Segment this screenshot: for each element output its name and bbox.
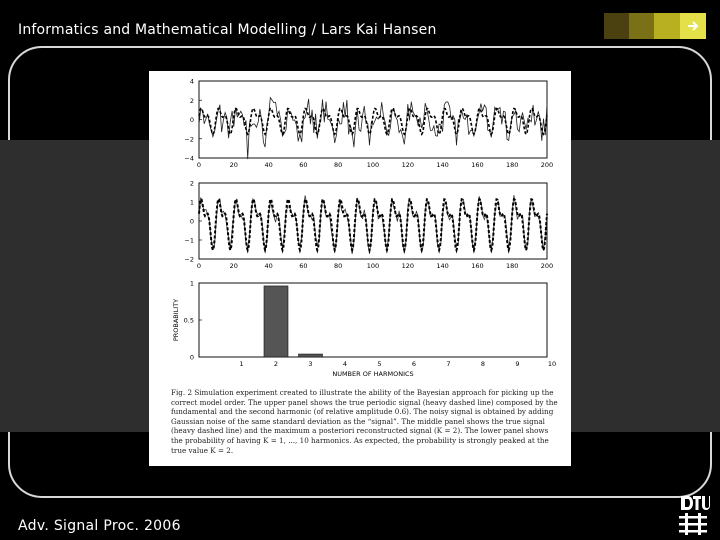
x-tick-label: 100 [366, 262, 380, 270]
arrow-right-icon [684, 17, 702, 35]
x-tick-label: 120 [401, 262, 415, 270]
x-tick-label: 180 [505, 262, 519, 270]
panel-noisy-signal [184, 78, 553, 170]
nav-square-1[interactable] [604, 13, 630, 39]
bar [264, 286, 288, 357]
nav-square-3[interactable] [654, 13, 680, 39]
panel-probability [172, 280, 556, 379]
x-tick-label: 60 [299, 161, 308, 169]
y-tick-label: 0.5 [183, 316, 194, 325]
x-axis-label: NUMBER OF HARMONICS [332, 370, 414, 378]
x-tick-label: 10 [547, 360, 557, 368]
x-tick-label: 40 [264, 262, 273, 270]
x-tick-label: 140 [436, 161, 449, 169]
true-signal-dashed-line [199, 199, 547, 250]
y-tick-label: 1 [189, 279, 194, 288]
x-tick-label: 140 [436, 262, 449, 270]
x-tick-label: 60 [299, 262, 308, 270]
x-tick-label: 80 [334, 161, 343, 169]
x-tick-label: 0 [196, 161, 202, 169]
figure-caption: Fig. 2 Simulation experiment created to illustrate the ability of the Bayesian approach for picking up the correct model order. The upper panel shows the true periodic signal (heavy dashed line) composed by the fundamental and the second harmonic (of relative amplitude 0.6). The noisy signal is obtained by adding Gaussian noise of the same standard deviation as the “signal”. The middle panel shows the true signal (heavy dashed line) and the maximum a posteriori reconstructed signal (K = 2). The lower panel shows the probability of having K = 1, ..., 10 harmonics. As expected, the probability is strongly peaked at the true value K = 2. [171, 388, 558, 455]
x-tick-label: 9 [515, 360, 520, 368]
y-tick-label: 0 [189, 217, 194, 226]
x-tick-label: 0 [196, 262, 202, 270]
nav-square-2[interactable] [629, 13, 655, 39]
x-tick-label: 6 [411, 360, 417, 368]
x-tick-label: 40 [264, 161, 273, 169]
x-tick-label: 20 [229, 161, 238, 169]
footer-text: Adv. Signal Proc. 2006 [18, 518, 181, 534]
x-tick-label: 160 [471, 161, 484, 169]
y-tick-label: 4 [189, 77, 194, 86]
y-tick-label: −1 [184, 236, 194, 245]
x-tick-label: 2 [273, 360, 279, 368]
x-tick-label: 5 [377, 360, 382, 368]
y-tick-label: 0 [189, 353, 194, 362]
y-axis-label: PROBABILITY [172, 298, 180, 342]
x-tick-label: 200 [540, 262, 554, 270]
x-tick-label: 1 [239, 360, 244, 368]
page-title: Informatics and Mathematical Modelling / Lars Kai Hansen [18, 22, 437, 38]
y-tick-label: −2 [184, 135, 194, 144]
y-tick-label: −4 [184, 154, 194, 163]
bar [299, 354, 323, 357]
x-tick-label: 80 [334, 262, 343, 270]
true-signal-line [199, 109, 547, 135]
x-tick-label: 160 [471, 262, 484, 270]
x-tick-label: 3 [308, 360, 313, 368]
y-tick-label: 2 [189, 179, 194, 188]
noisy-signal-line [199, 98, 547, 160]
x-tick-label: 4 [342, 360, 348, 368]
x-tick-label: 180 [505, 161, 519, 169]
y-tick-label: 0 [189, 116, 194, 124]
y-tick-label: 2 [189, 96, 194, 105]
x-tick-label: 100 [366, 161, 380, 169]
x-tick-label: 7 [446, 360, 451, 368]
x-tick-label: 200 [540, 161, 554, 169]
y-tick-label: 1 [189, 198, 194, 207]
panel-reconstructed-signal [184, 180, 553, 271]
x-tick-label: 120 [401, 161, 415, 169]
x-tick-label: 8 [480, 360, 486, 368]
y-tick-label: −2 [184, 255, 194, 264]
figure-image [149, 71, 571, 466]
dtu-logo [676, 494, 710, 538]
x-tick-label: 20 [229, 262, 238, 270]
next-slide-button[interactable] [680, 13, 706, 39]
